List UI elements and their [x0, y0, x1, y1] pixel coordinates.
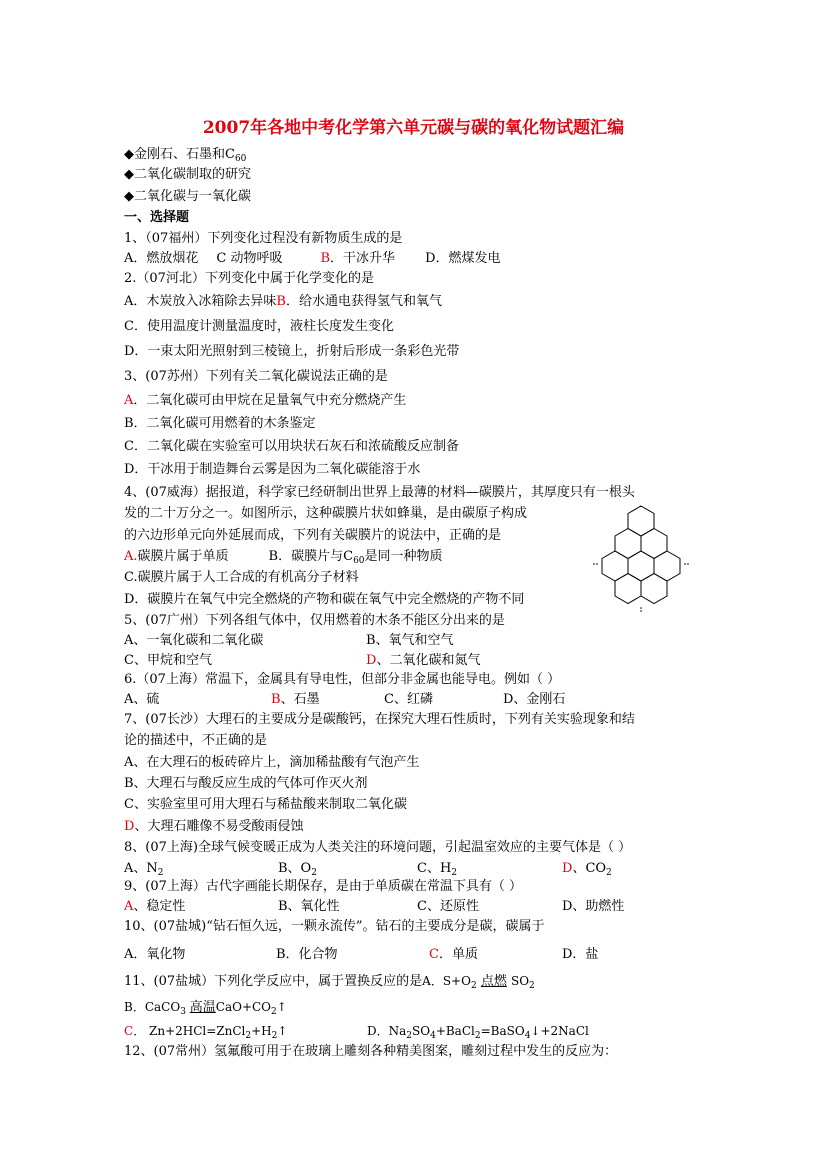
q11-stem: 11、(07盐城）下列化学反应中，属于置换反应的是A．$S+O_2$ 点燃 $SO_2$ [124, 974, 535, 991]
q6-option-a: A、硫 [124, 692, 160, 707]
q3-option-b: B．二氧化碳可用燃着的木条鉴定 [124, 416, 316, 431]
q8-option-d: D、$CO_2$ [562, 861, 612, 878]
q5-option-d: D、二氧化碳和氮气 [366, 653, 481, 668]
q6-stem: 6.（07上海）常温下，金属具有导电性，但部分非金属也能导电。例如（ ） [124, 672, 561, 687]
topic-co2-co: ◆二氧化碳与一氧化碳 [124, 189, 251, 204]
q5-option-a: A、一氧化碳和二氧化碳 [124, 633, 264, 648]
q3-option-c: C．二氧化碳在实验室可以用块状石灰石和浓硫酸反应制备 [124, 439, 459, 454]
q9-option-c: C、还原性 [417, 899, 479, 914]
q8-option-a: A、$N_2$ [124, 861, 164, 878]
q9-stem: 9、(07上海）古代字画能长期保存，是由于单质碳在常温下具有（ ） [124, 879, 523, 894]
q6-option-b: B、石墨 [271, 692, 320, 707]
q5-option-b: B、氧气和空气 [366, 633, 454, 648]
q3-stem: 3、(07苏州）下列有关二氧化碳说法正确的是 [124, 369, 388, 384]
q7-option-a: A、在大理石的板砖碎片上，滴加稀盐酸有气泡产生 [124, 755, 420, 770]
q9-option-d: D、助燃性 [562, 899, 625, 914]
q10-option-a: A．氧化物 [124, 947, 186, 962]
q9-option-a: A、稳定性 [124, 899, 186, 914]
q7-stem-1: 7、(07长沙）大理石的主要成分是碳酸钙，在探究大理石性质时，下列有关实验现象和结 [124, 712, 635, 727]
q5-option-c: C、甲烷和空气 [124, 653, 212, 668]
q4-option-ab: A.碳膜片属于单质 B．碳膜片与$C_{60}$是同一种物质 [124, 549, 443, 566]
q4-option-d: D．碳膜片在氧气中完全燃烧的产物和碳在氧气中完全燃烧的产物不同 [124, 592, 525, 607]
q6-option-d: D、金刚石 [503, 692, 566, 707]
q12-stem: 12、(07常州）氢氟酸可用于在玻璃上雕刻各种精美图案，雕刻过程中发生的反应为： [124, 1044, 618, 1059]
q11-option-c: C． $Zn+2HCl=ZnCl_2+H_2↑$ [124, 1024, 288, 1041]
q5-stem: 5、(07广州）下列各组气体中，仅用燃着的木条不能区分出来的是 [124, 613, 505, 628]
q7-option-d: D、大理石雕像不易受酸雨侵蚀 [124, 819, 304, 834]
q2-option-c: C．使用温度计测量温度时，液柱长度发生变化 [124, 319, 394, 334]
q7-option-b: B、大理石与酸反应生成的气体可作灭火剂 [124, 776, 368, 791]
q11-option-d: D．$Na_2SO_4+BaCl_2=BaSO_4↓+2NaCl$ [367, 1024, 589, 1041]
topic-co2-preparation: ◆二氧化碳制取的研究 [124, 167, 251, 182]
page-title: 2007年各地中考化学第六单元碳与碳的氧化物试题汇编 [202, 118, 625, 138]
q10-option-b: B．化合物 [276, 947, 338, 962]
topic-diamond-graphite: ◆金刚石、石墨和$C_{60}$ [124, 147, 247, 164]
q1-options: A．燃放烟花 C 动物呼吸 B．干冰升华 D．燃煤发电 [124, 251, 501, 266]
q8-option-b: B、$O_2$ [278, 861, 317, 878]
q4-option-c: C.碳膜片属于人工合成的有机高分子材料 [124, 570, 359, 585]
q2-option-d: D．一束太阳光照射到三棱镜上，折射后形成一条彩色光带 [124, 344, 460, 359]
q4-stem-1: 4、(07威海）据报道，科学家已经研制出世界上最薄的材料—碳膜片，其厚度只有一根头 [124, 485, 635, 500]
q6-option-c: C、红磷 [384, 692, 433, 707]
q10-option-d: D．盐 [562, 947, 599, 962]
q1-stem: 1、（07福州）下列变化过程没有新物质生成的是 [124, 231, 403, 246]
q4-stem-2: 发的二十万分之一。如图所示，这种碳膜片状如蜂巢，是由碳原子构成 [124, 506, 528, 521]
q7-stem-2: 论的描述中，不正确的是 [124, 733, 268, 748]
q2-stem: 2.（07河北）下列变化中属于化学变化的是 [124, 271, 374, 286]
honeycomb-diagram [592, 504, 690, 612]
q3-option-d: D．干冰用于制造舞台云雾是因为二氧化碳能溶于水 [124, 462, 421, 477]
q9-option-b: B、氧化性 [278, 899, 340, 914]
q10-stem: 10、(07盐城)“钻石恒久远，一颗永流传”。钻石的主要成分是碳，碳属于 [124, 919, 545, 934]
q4-stem-3: 的六边形单元向外延展而成，下列有关碳膜片的说法中，正确的是 [124, 528, 502, 543]
q8-option-c: C、$H_2$ [417, 861, 458, 878]
q11-option-b: B．CaCO$_3$ 高温$CaO+CO_2↑$ [124, 1000, 287, 1017]
section-heading: 一、选择题 [124, 210, 190, 225]
q2-option-ab: A．木炭放入冰箱除去异味B．给水通电获得氢气和氧气 [124, 294, 442, 309]
q7-option-c: C、实验室里可用大理石与稀盐酸来制取二氧化碳 [124, 797, 407, 812]
q8-stem: 8、(07上海)全球气候变暖正成为人类关注的环境问题，引起温室效应的主要气体是（ ） [124, 840, 632, 855]
q10-option-c: C．单质 [429, 947, 478, 962]
q3-option-a: A．二氧化碳可由甲烷在足量氧气中充分燃烧产生 [124, 393, 407, 408]
